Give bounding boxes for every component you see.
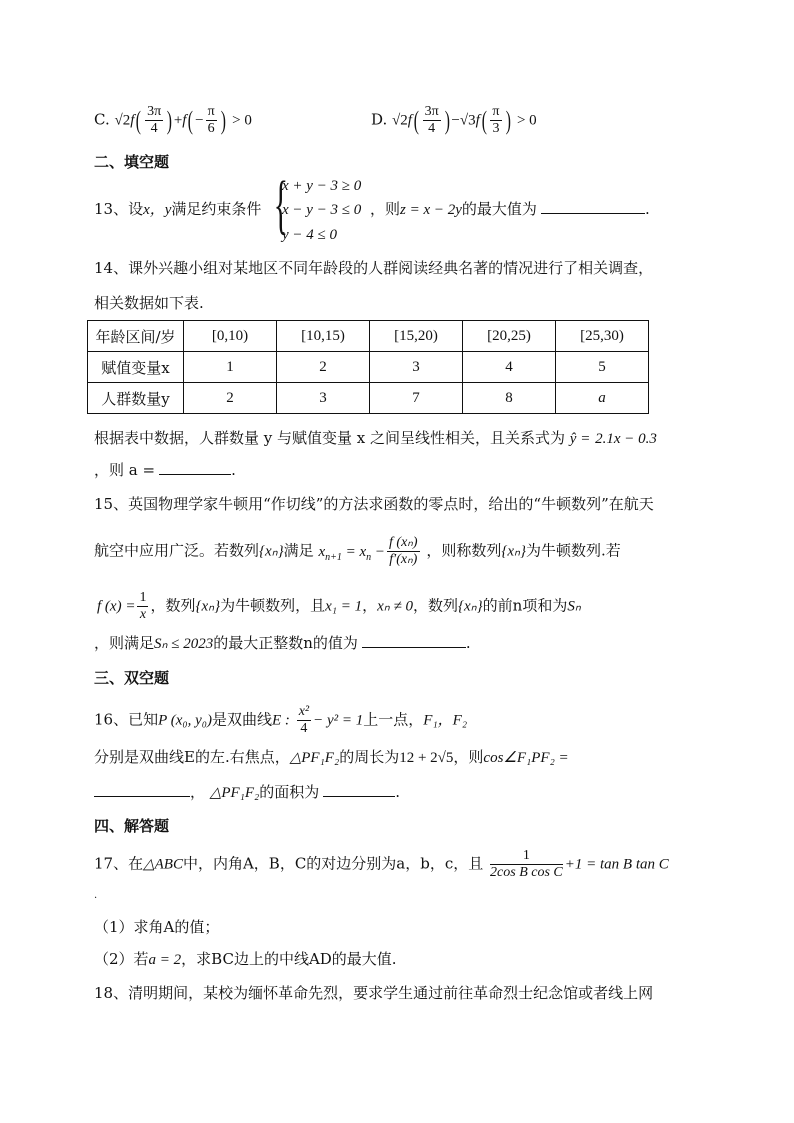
question-13: 13、设x，y满足约束条件 xyxy=(94,200,262,218)
table-row-header: 年龄区间/岁 [0,10) [10,15) [15,20) [20,25) [25,30) xyxy=(88,321,649,352)
constraint-1: x + y − 3 ≥ 0 xyxy=(282,178,362,194)
answer-blank-16b xyxy=(323,795,395,797)
stray-period: . xyxy=(94,890,98,901)
section-heading-answer: 四、解答题 xyxy=(94,817,170,835)
section-heading-double-blank: 三、双空题 xyxy=(94,669,170,687)
data-table xyxy=(87,320,649,414)
option-d: D. √2f( $\frac{3\pi}{4}$ ) −√3f( $\frac{\pi}{3}$ ) > 0 xyxy=(371,104,537,137)
constraint-3: y − 4 ≤ 0 xyxy=(282,227,338,243)
question-17-part2: （2）若a = 2，求BC边上的中线AD的最大值. xyxy=(94,950,397,968)
question-13-tail: ，则z = x − 2y的最大值为 . xyxy=(370,200,650,218)
question-17-part1: （1）求角A的值； xyxy=(94,918,220,936)
answer-blank-15 xyxy=(362,646,466,648)
table-row-y: 人群数量y 2 3 7 8 a xyxy=(88,383,649,414)
question-14-line1: 14、课外兴趣小组对某地区不同年龄段的人群阅读经典名著的情况进行了相关调查， xyxy=(94,259,654,277)
question-15-line4: ，则满足Sₙ ≤ 2023的最大正整数n的值为 . xyxy=(94,634,471,652)
question-16-line1: 16、已知P (x₀, y₀)是双曲线E : $\frac{\text{x²}}{4}$ − y² = 1上一点，F₁，F₂ xyxy=(94,704,468,737)
question-15-line3: f (x) = $\frac{1}{x}$ ，数列{xₙ}为牛顿数列，且x₁ = 1，xₙ ≠ 0，数列{xₙ}的前n项和为Sₙ xyxy=(97,590,581,623)
question-15-line2: 航空中应用广泛。若数列{xₙ}满足 $x_{n+1} = x_n$ − $\frac{\text{f (xₙ)}}{\text{f′(xₙ)}}$ ，则称数列{xₙ}为牛顿数列.若 xyxy=(94,535,621,568)
answer-blank-14 xyxy=(159,473,231,475)
question-14-line2: 相关数据如下表. xyxy=(94,294,204,312)
question-14-regression: 根据表中数据，人群数量 y 与赋值变量 x 之间呈线性相关，且关系式为 ŷ = 2.1x − 0.3 xyxy=(94,429,657,447)
section-heading-fill-blank: 二、填空题 xyxy=(94,153,170,171)
question-16-line3: ， △PF₁F₂的面积为 . xyxy=(94,783,400,802)
question-15-line1: 15、英国物理学家牛顿用“作切线”的方法求函数的零点时，给出的“牛顿数列”在航天 xyxy=(94,495,654,513)
constraint-brace: { xyxy=(273,168,288,241)
question-14-answer: ，则 a = . xyxy=(94,461,236,479)
constraint-2: x − y − 3 ≤ 0 xyxy=(282,202,362,218)
question-16-line2: 分别是双曲线E的左.右焦点，△PF₁F₂的周长为12 + 2√5，则cos∠F₁PF₂ = xyxy=(94,748,569,766)
question-18-line1: 18、清明期间，某校为缅怀革命先烈，要求学生通过前往革命烈士纪念馆或者线上网 xyxy=(94,984,654,1002)
option-c: C. √2f( $\frac{3\pi}{4}$ ) +f( − $\frac{\pi}{6}$ ) > 0 xyxy=(94,104,252,137)
table-row-x: 赋值变量x 1 2 3 4 5 xyxy=(88,352,649,383)
answer-blank-16a xyxy=(94,795,190,797)
answer-blank-13 xyxy=(541,212,645,214)
question-17: 17、在△ABC中，内角A，B，C的对边分别为a，b，c，且 $\frac{1}{\text{2cos B cos C}}$ +1 = tan B tan C xyxy=(94,848,669,881)
